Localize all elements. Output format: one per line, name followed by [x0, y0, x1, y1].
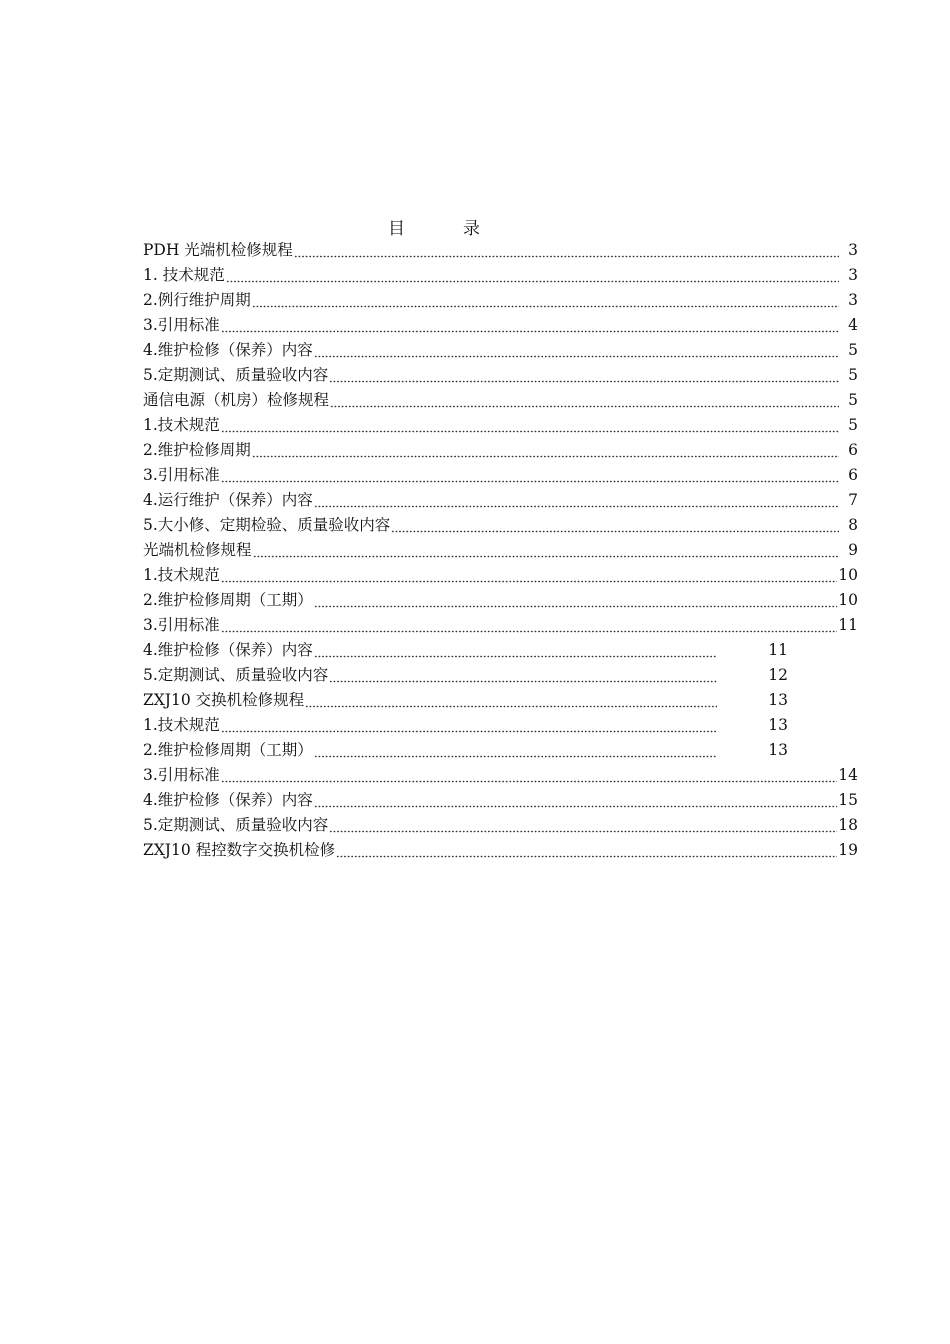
toc-entry-page: 11 — [838, 616, 858, 634]
toc-entry-label: ZXJ10 程控数字交换机检修 — [143, 841, 336, 859]
toc-entry-label: 5.定期测试、质量验收内容 — [143, 816, 329, 834]
dot-leader — [330, 390, 839, 408]
toc-entry-page: 13 — [768, 741, 788, 759]
toc-entry[interactable] — [143, 713, 788, 738]
toc-entry-label: 5.定期测试、质量验收内容 — [143, 666, 329, 684]
toc-title-char-2: 录 — [463, 219, 480, 239]
toc-title-char-1: 目 — [388, 219, 405, 239]
toc-entry-page: 6 — [848, 441, 858, 459]
toc-entry[interactable] — [143, 613, 858, 638]
dot-leader — [221, 315, 839, 333]
toc-entry[interactable] — [143, 438, 858, 463]
toc-entry-page: 7 — [848, 491, 858, 509]
toc-entry-label: 4.维护检修（保养）内容 — [143, 341, 313, 359]
toc-entry-label: 2.维护检修周期 — [143, 441, 251, 459]
toc-entry[interactable] — [143, 588, 858, 613]
toc-entry-page: 3 — [848, 241, 858, 259]
toc-entry-label: PDH 光端机检修规程 — [143, 241, 293, 259]
toc-entry-label: 2.维护检修周期（工期） — [143, 741, 313, 759]
toc-entry[interactable] — [143, 363, 858, 388]
toc-entry[interactable] — [143, 238, 858, 263]
toc-entry-page: 4 — [848, 316, 858, 334]
toc-entry[interactable] — [143, 263, 858, 288]
toc-entry[interactable] — [143, 338, 858, 363]
dot-leader — [252, 440, 839, 458]
toc-entry-label: 1.技术规范 — [143, 566, 220, 584]
dot-leader — [314, 790, 837, 808]
dot-leader — [221, 715, 717, 733]
toc-entry-label: 3.引用标准 — [143, 316, 220, 334]
dot-leader — [314, 490, 839, 508]
toc-entry-page: 8 — [848, 516, 858, 534]
dot-leader — [329, 665, 717, 683]
toc-entry-label: ZXJ10 交换机检修规程 — [143, 691, 305, 709]
dot-leader — [221, 765, 837, 783]
toc-entry[interactable] — [143, 388, 858, 413]
toc-entry-page: 12 — [768, 666, 788, 684]
toc-entry[interactable] — [143, 513, 858, 538]
toc-entry[interactable] — [143, 688, 788, 713]
toc-entry-page: 15 — [838, 791, 858, 809]
dot-leader — [314, 640, 717, 658]
toc-entry-page: 19 — [838, 841, 858, 859]
toc-entry-label: 2.维护检修周期（工期） — [143, 591, 313, 609]
toc-entry[interactable] — [143, 488, 858, 513]
dot-leader — [252, 290, 839, 308]
toc-entry-label: 5.定期测试、质量验收内容 — [143, 366, 329, 384]
toc-entry[interactable] — [143, 738, 788, 763]
toc-entry[interactable] — [143, 638, 788, 663]
toc-entry[interactable] — [143, 538, 858, 563]
toc-entry-label: 4.维护检修（保养）内容 — [143, 641, 313, 659]
toc-entry-page: 5 — [848, 366, 858, 384]
dot-leader — [314, 590, 837, 608]
toc-entry-page: 3 — [848, 266, 858, 284]
toc-entry-page: 5 — [848, 341, 858, 359]
toc-entry-label: 3.引用标准 — [143, 766, 220, 784]
toc-entry[interactable] — [143, 788, 858, 813]
toc-entry-page: 5 — [848, 416, 858, 434]
dot-leader — [391, 515, 839, 533]
toc-entry-label: 5.大小修、定期检验、质量验收内容 — [143, 516, 391, 534]
toc-entry[interactable] — [143, 763, 858, 788]
toc-entry-page: 5 — [848, 391, 858, 409]
toc-entry[interactable] — [143, 563, 858, 588]
dot-leader — [329, 365, 839, 383]
toc-title — [388, 214, 480, 239]
toc-entry-page: 10 — [838, 591, 858, 609]
dot-leader — [221, 465, 839, 483]
dot-leader — [253, 540, 839, 558]
toc-entry-label: 3.引用标准 — [143, 616, 220, 634]
toc-entry-page: 3 — [848, 291, 858, 309]
toc-entry[interactable] — [143, 313, 858, 338]
dot-leader — [221, 565, 837, 583]
toc-entry-label: 4.运行维护（保养）内容 — [143, 491, 313, 509]
toc-entry-page: 13 — [768, 691, 788, 709]
toc-entry[interactable] — [143, 838, 858, 863]
toc-entry-page: 10 — [838, 566, 858, 584]
toc-entry[interactable] — [143, 813, 858, 838]
dot-leader — [329, 815, 837, 833]
table-of-contents — [143, 238, 858, 863]
dot-leader — [221, 415, 839, 433]
dot-leader — [314, 340, 839, 358]
toc-entry-page: 13 — [768, 716, 788, 734]
toc-entry-label: 1. 技术规范 — [143, 266, 225, 284]
dot-leader — [314, 740, 717, 758]
toc-entry-label: 1.技术规范 — [143, 416, 220, 434]
toc-entry-label: 3.引用标准 — [143, 466, 220, 484]
toc-entry[interactable] — [143, 463, 858, 488]
toc-entry-page: 9 — [848, 541, 858, 559]
dot-leader — [221, 615, 837, 633]
toc-entry-label: 光端机检修规程 — [143, 541, 252, 559]
toc-entry-label: 通信电源（机房）检修规程 — [143, 391, 330, 409]
toc-entry-label: 1.技术规范 — [143, 716, 220, 734]
toc-entry-label: 2.例行维护周期 — [143, 291, 251, 309]
dot-leader — [336, 840, 837, 858]
toc-entry-page: 6 — [848, 466, 858, 484]
toc-entry-page: 14 — [838, 766, 858, 784]
toc-entry[interactable] — [143, 413, 858, 438]
toc-entry-page: 18 — [838, 816, 858, 834]
dot-leader — [226, 265, 839, 283]
toc-entry-label: 4.维护检修（保养）内容 — [143, 791, 313, 809]
dot-leader — [294, 240, 839, 258]
dot-leader — [305, 690, 717, 708]
toc-entry[interactable] — [143, 663, 788, 688]
toc-entry-page: 11 — [768, 641, 788, 659]
toc-entry[interactable] — [143, 288, 858, 313]
